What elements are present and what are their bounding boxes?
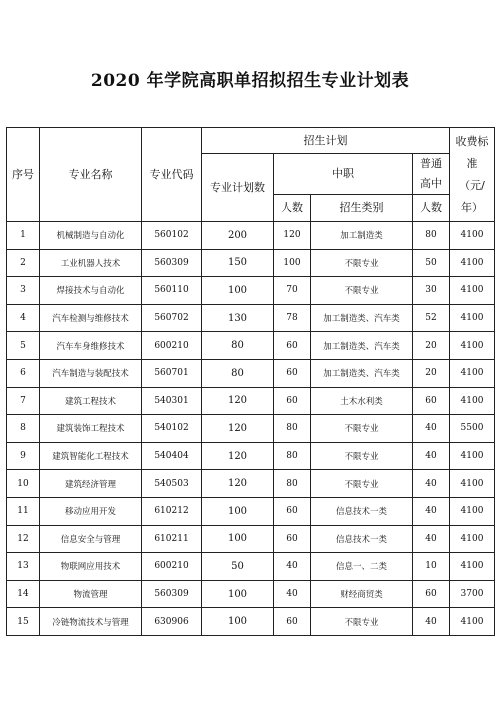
cell-plan-count: 50 xyxy=(202,553,274,581)
cell-voc-count: 40 xyxy=(274,553,311,581)
table-row xyxy=(7,277,495,305)
cell-major-code: 600210 xyxy=(142,553,202,581)
cell-voc-category: 不限专业 xyxy=(311,442,413,470)
cell-major-name: 物联网应用技术 xyxy=(40,553,142,581)
cell-major-name: 信息安全与管理 xyxy=(40,525,142,553)
cell-seq: 3 xyxy=(7,277,40,305)
cell-fee: 4100 xyxy=(450,497,495,525)
cell-gen-count: 40 xyxy=(413,525,450,553)
table-row xyxy=(7,387,495,415)
cell-seq: 10 xyxy=(7,470,40,498)
cell-fee: 4100 xyxy=(450,304,495,332)
cell-plan-count: 100 xyxy=(202,608,274,636)
table-row xyxy=(7,525,495,553)
cell-major-code: 600210 xyxy=(142,332,202,360)
cell-major-code: 540301 xyxy=(142,387,202,415)
cell-seq: 8 xyxy=(7,415,40,443)
cell-major-name: 汽车车身维修技术 xyxy=(40,332,142,360)
cell-gen-count: 52 xyxy=(413,304,450,332)
cell-seq: 11 xyxy=(7,497,40,525)
cell-major-code: 540102 xyxy=(142,415,202,443)
cell-gen-count: 40 xyxy=(413,415,450,443)
cell-voc-category: 加工制造类、汽车类 xyxy=(311,304,413,332)
cell-gen-count: 20 xyxy=(413,359,450,387)
cell-fee: 5500 xyxy=(450,415,495,443)
cell-plan-count: 150 xyxy=(202,249,274,277)
cell-gen-count: 60 xyxy=(413,387,450,415)
table-row xyxy=(7,304,495,332)
enrollment-plan-table xyxy=(6,127,495,636)
cell-voc-count: 60 xyxy=(274,608,311,636)
cell-major-code: 540404 xyxy=(142,442,202,470)
cell-plan-count: 100 xyxy=(202,497,274,525)
cell-voc-count: 120 xyxy=(274,222,311,250)
cell-major-code: 610212 xyxy=(142,497,202,525)
cell-voc-category: 信息技术一类 xyxy=(311,497,413,525)
cell-major-name: 建筑经济管理 xyxy=(40,470,142,498)
cell-fee: 3700 xyxy=(450,580,495,608)
cell-plan-count: 120 xyxy=(202,415,274,443)
cell-major-code: 560110 xyxy=(142,277,202,305)
table-row xyxy=(7,470,495,498)
cell-gen-count: 40 xyxy=(413,497,450,525)
cell-seq: 7 xyxy=(7,387,40,415)
cell-voc-category: 加工制造类、汽车类 xyxy=(311,359,413,387)
header-voc-category: 招生类别 xyxy=(311,195,413,222)
cell-major-name: 冷链物流技术与管理 xyxy=(40,608,142,636)
cell-voc-category: 财经商贸类 xyxy=(311,580,413,608)
cell-seq: 4 xyxy=(7,304,40,332)
cell-gen-count: 80 xyxy=(413,222,450,250)
cell-plan-count: 120 xyxy=(202,470,274,498)
cell-seq: 15 xyxy=(7,608,40,636)
cell-voc-category: 不限专业 xyxy=(311,608,413,636)
header-major-name: 专业名称 xyxy=(40,128,142,222)
table-row xyxy=(7,553,495,581)
table-row xyxy=(7,249,495,277)
cell-voc-count: 60 xyxy=(274,497,311,525)
cell-voc-count: 40 xyxy=(274,580,311,608)
cell-major-code: 540503 xyxy=(142,470,202,498)
cell-gen-count: 40 xyxy=(413,442,450,470)
cell-plan-count: 200 xyxy=(202,222,274,250)
cell-voc-count: 60 xyxy=(274,525,311,553)
cell-fee: 4100 xyxy=(450,332,495,360)
cell-seq: 12 xyxy=(7,525,40,553)
header-fee: 收费标准（元/年） xyxy=(450,128,495,222)
cell-seq: 13 xyxy=(7,553,40,581)
cell-plan-count: 100 xyxy=(202,525,274,553)
table-row xyxy=(7,442,495,470)
cell-voc-category: 不限专业 xyxy=(311,415,413,443)
table-row xyxy=(7,222,495,250)
header-seq: 序号 xyxy=(7,128,40,222)
cell-voc-count: 60 xyxy=(274,332,311,360)
cell-fee: 4100 xyxy=(450,359,495,387)
cell-voc-count: 70 xyxy=(274,277,311,305)
cell-gen-count: 30 xyxy=(413,277,450,305)
cell-major-name: 汽车检测与维修技术 xyxy=(40,304,142,332)
cell-voc-category: 加工制造类 xyxy=(311,222,413,250)
table-row xyxy=(7,497,495,525)
cell-major-name: 焊接技术与自动化 xyxy=(40,277,142,305)
cell-plan-count: 120 xyxy=(202,387,274,415)
cell-major-name: 工业机器人技术 xyxy=(40,249,142,277)
cell-plan-count: 120 xyxy=(202,442,274,470)
cell-gen-count: 40 xyxy=(413,470,450,498)
header-voc-count: 人数 xyxy=(274,195,311,222)
cell-seq: 9 xyxy=(7,442,40,470)
header-general-hs: 普通高中 xyxy=(413,154,450,195)
cell-voc-category: 加工制造类、汽车类 xyxy=(311,332,413,360)
cell-fee: 4100 xyxy=(450,277,495,305)
cell-fee: 4100 xyxy=(450,470,495,498)
cell-voc-category: 不限专业 xyxy=(311,249,413,277)
cell-voc-category: 信息一、二类 xyxy=(311,553,413,581)
cell-fee: 4100 xyxy=(450,553,495,581)
cell-gen-count: 10 xyxy=(413,553,450,581)
cell-fee: 4100 xyxy=(450,387,495,415)
table-row xyxy=(7,415,495,443)
cell-voc-count: 80 xyxy=(274,470,311,498)
cell-voc-count: 60 xyxy=(274,387,311,415)
cell-fee: 4100 xyxy=(450,442,495,470)
cell-fee: 4100 xyxy=(450,222,495,250)
cell-seq: 1 xyxy=(7,222,40,250)
cell-seq: 5 xyxy=(7,332,40,360)
cell-voc-category: 土木水利类 xyxy=(311,387,413,415)
cell-fee: 4100 xyxy=(450,608,495,636)
cell-gen-count: 60 xyxy=(413,580,450,608)
cell-gen-count: 20 xyxy=(413,332,450,360)
cell-seq: 2 xyxy=(7,249,40,277)
cell-fee: 4100 xyxy=(450,525,495,553)
cell-major-code: 560702 xyxy=(142,304,202,332)
cell-major-code: 610211 xyxy=(142,525,202,553)
cell-major-name: 建筑智能化工程技术 xyxy=(40,442,142,470)
cell-major-code: 560309 xyxy=(142,249,202,277)
cell-major-code: 560102 xyxy=(142,222,202,250)
cell-plan-count: 100 xyxy=(202,277,274,305)
cell-seq: 6 xyxy=(7,359,40,387)
cell-major-code: 630906 xyxy=(142,608,202,636)
cell-voc-count: 80 xyxy=(274,415,311,443)
table-row xyxy=(7,608,495,636)
cell-major-name: 建筑装饰工程技术 xyxy=(40,415,142,443)
header-plan-group: 招生计划 xyxy=(202,128,450,154)
cell-major-code: 560701 xyxy=(142,359,202,387)
cell-plan-count: 80 xyxy=(202,359,274,387)
cell-major-code: 560309 xyxy=(142,580,202,608)
table-row xyxy=(7,359,495,387)
page-title: 2020 年学院高职单招拟招生专业计划表 xyxy=(90,71,410,91)
header-gen-count: 人数 xyxy=(413,195,450,222)
table-row xyxy=(7,332,495,360)
cell-gen-count: 40 xyxy=(413,608,450,636)
cell-major-name: 移动应用开发 xyxy=(40,497,142,525)
cell-major-name: 建筑工程技术 xyxy=(40,387,142,415)
cell-plan-count: 80 xyxy=(202,332,274,360)
cell-seq: 14 xyxy=(7,580,40,608)
cell-voc-count: 78 xyxy=(274,304,311,332)
cell-major-name: 机械制造与自动化 xyxy=(40,222,142,250)
cell-gen-count: 50 xyxy=(413,249,450,277)
cell-plan-count: 130 xyxy=(202,304,274,332)
header-plan-count: 专业计划数 xyxy=(202,154,274,222)
cell-plan-count: 100 xyxy=(202,580,274,608)
cell-voc-category: 不限专业 xyxy=(311,470,413,498)
cell-major-name: 汽车制造与装配技术 xyxy=(40,359,142,387)
cell-fee: 4100 xyxy=(450,249,495,277)
header-major-code: 专业代码 xyxy=(142,128,202,222)
cell-voc-count: 100 xyxy=(274,249,311,277)
cell-voc-count: 80 xyxy=(274,442,311,470)
header-vocational: 中职 xyxy=(274,154,413,195)
table-row xyxy=(7,580,495,608)
cell-voc-category: 不限专业 xyxy=(311,277,413,305)
cell-voc-category: 信息技术一类 xyxy=(311,525,413,553)
cell-voc-count: 60 xyxy=(274,359,311,387)
cell-major-name: 物流管理 xyxy=(40,580,142,608)
